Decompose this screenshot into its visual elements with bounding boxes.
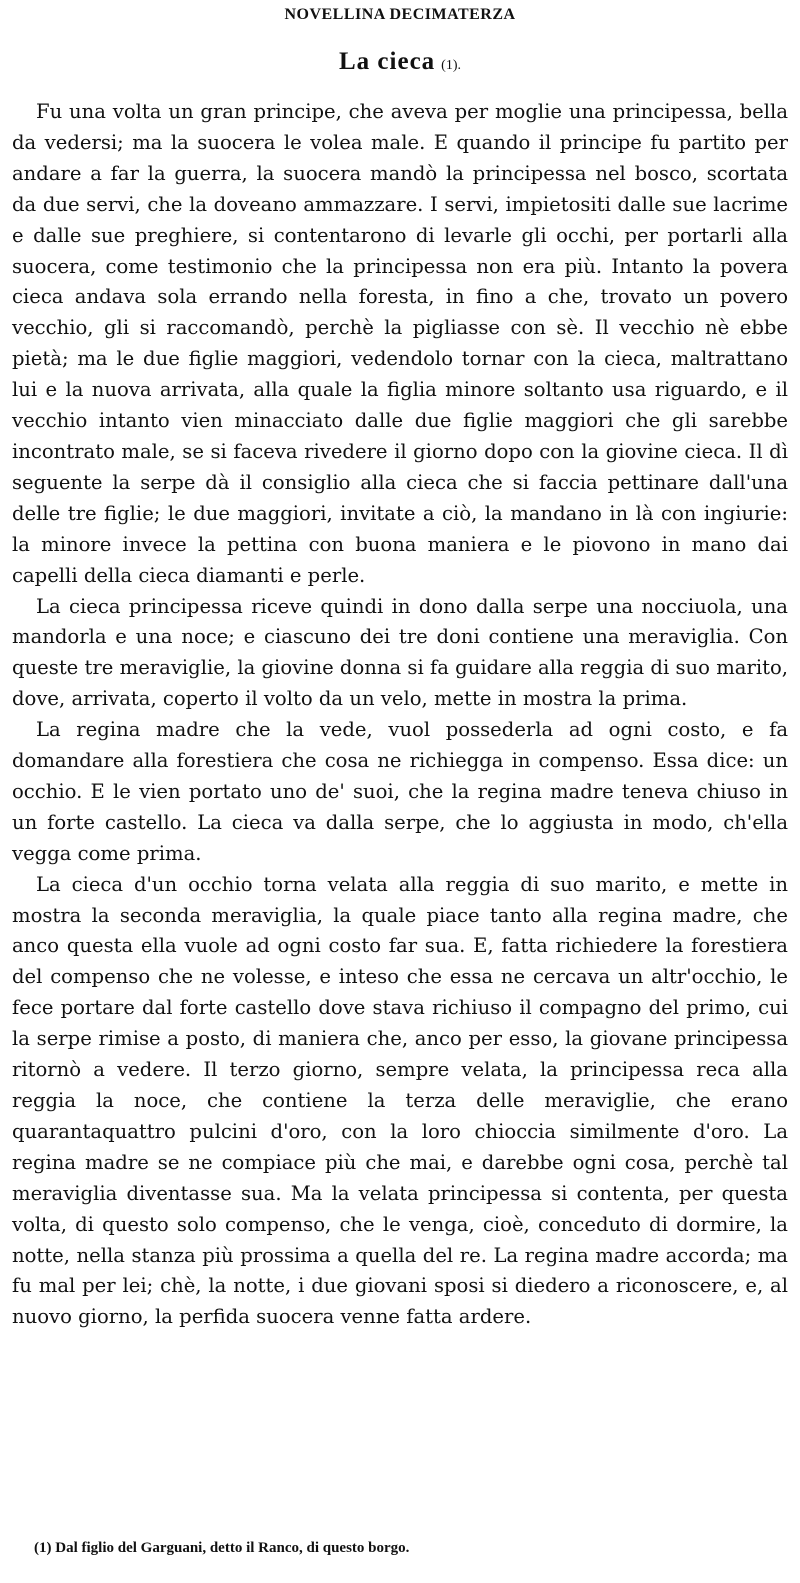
footnote-reference: (1). [441, 58, 461, 73]
section-heading: NOVELLINA DECIMATERZA [284, 6, 516, 23]
paragraph-3: La regina madre che la vede, vuol possederla ad ogni costo, e fa domandare alla forestiera che cosa ne richiegga in compenso. Essa dice: un occhio. E le vien portato uno de' suoi, che la regina madre teneva chiuso in un forte castello. La cieca va dalla serpe, che lo aggiusta in modo, ch'ella vegga come prima. [12, 718, 788, 865]
footnote: (1) Dal figlio del Garguani, detto il Ranco, di questo borgo. [34, 1540, 410, 1556]
paragraph-4: La cieca d'un occhio torna velata alla reggia di suo marito, e mette in mostra la seconda meraviglia, la quale piace tanto alla regina madre, che anco questa ella vuole ad ogni costo far sua. E, fatta richiedere la forestiera del compenso che ne volesse, e inteso che essa ne cercava un altr'occhio, le fece portare dal forte castello dove stava richiuso il compagno del primo, cui la serpe rimise a posto, di maniera che, anco per esso, la giovane principessa ritornò a vedere. Il terzo giorno, sempre velata, la principessa reca alla reggia la noce, che contiene la terza delle meraviglie, che erano quarantaquattro pulcini d'oro, con la loro chioccia similmente d'oro. La regina madre se ne compiace più che mai, e darebbe ogni cosa, perchè tal meraviglia diventasse sua. Ma la velata principessa si contenta, per questa volta, di questo solo compenso, che le venga, cioè, conceduto di dormire, la notte, nella stanza più prossima a quella del re. La regina madre accorda; ma fu mal per lei; chè, la notte, i due giovani sposi si diedero a riconoscere, e, al nuovo giorno, la perfida suocera venne fatta ardere. [12, 872, 788, 1329]
story-body [12, 97, 788, 1333]
title-row [12, 49, 788, 74]
book-page [12, 0, 788, 1583]
paragraph-1: Fu una volta un gran principe, che aveva per moglie una principessa, bella da vedersi; ma la suocera le volea male. E quando il principe fu partito per andare a far la guerra, la suocera mandò la principessa nel bosco, scortata da due servi, che la doveano ammazzare. I servi, impietositi dalle sue lacrime e dalle sue preghiere, si contentarono di levarle gli occhi, per portarli alla suocera, come testimonio che la principessa non era più. Intanto la povera cieca andava sola errando nella foresta, in fino a che, trovato un povero vecchio, gli si raccomandò, perchè la pigliasse con sè. Il vecchio nè ebbe pietà; ma le due figlie maggiori, vedendolo tornar con la cieca, maltrattano lui e la nuova arrivata, alla quale la figlia minore soltanto usa riguardo, e il vecchio intanto vien minacciato dalle due figlie maggiori che gli sarebbe incontrato male, se si faceva rivedere il giorno dopo con la giovine cieca. Il dì seguente la serpe dà il consiglio alla cieca che si faccia pettinare dall'una delle tre figlie; le due maggiori, invitate a ciò, la mandano in là con ingiurie: la minore invece la pettina con buona maniera e le piovono in mano dai capelli della cieca diamanti e perle. [12, 100, 788, 587]
story-title: La cieca [339, 48, 436, 75]
paragraph-2: La cieca principessa riceve quindi in dono dalla serpe una nocciuola, una mandorla e una noce; e ciascuno dei tre doni contiene una meraviglia. Con queste tre meraviglie, la giovine donna si fa guidare alla reggia di suo marito, dove, arrivata, coperto il volto da un velo, mette in mostra la prima. [12, 594, 788, 711]
